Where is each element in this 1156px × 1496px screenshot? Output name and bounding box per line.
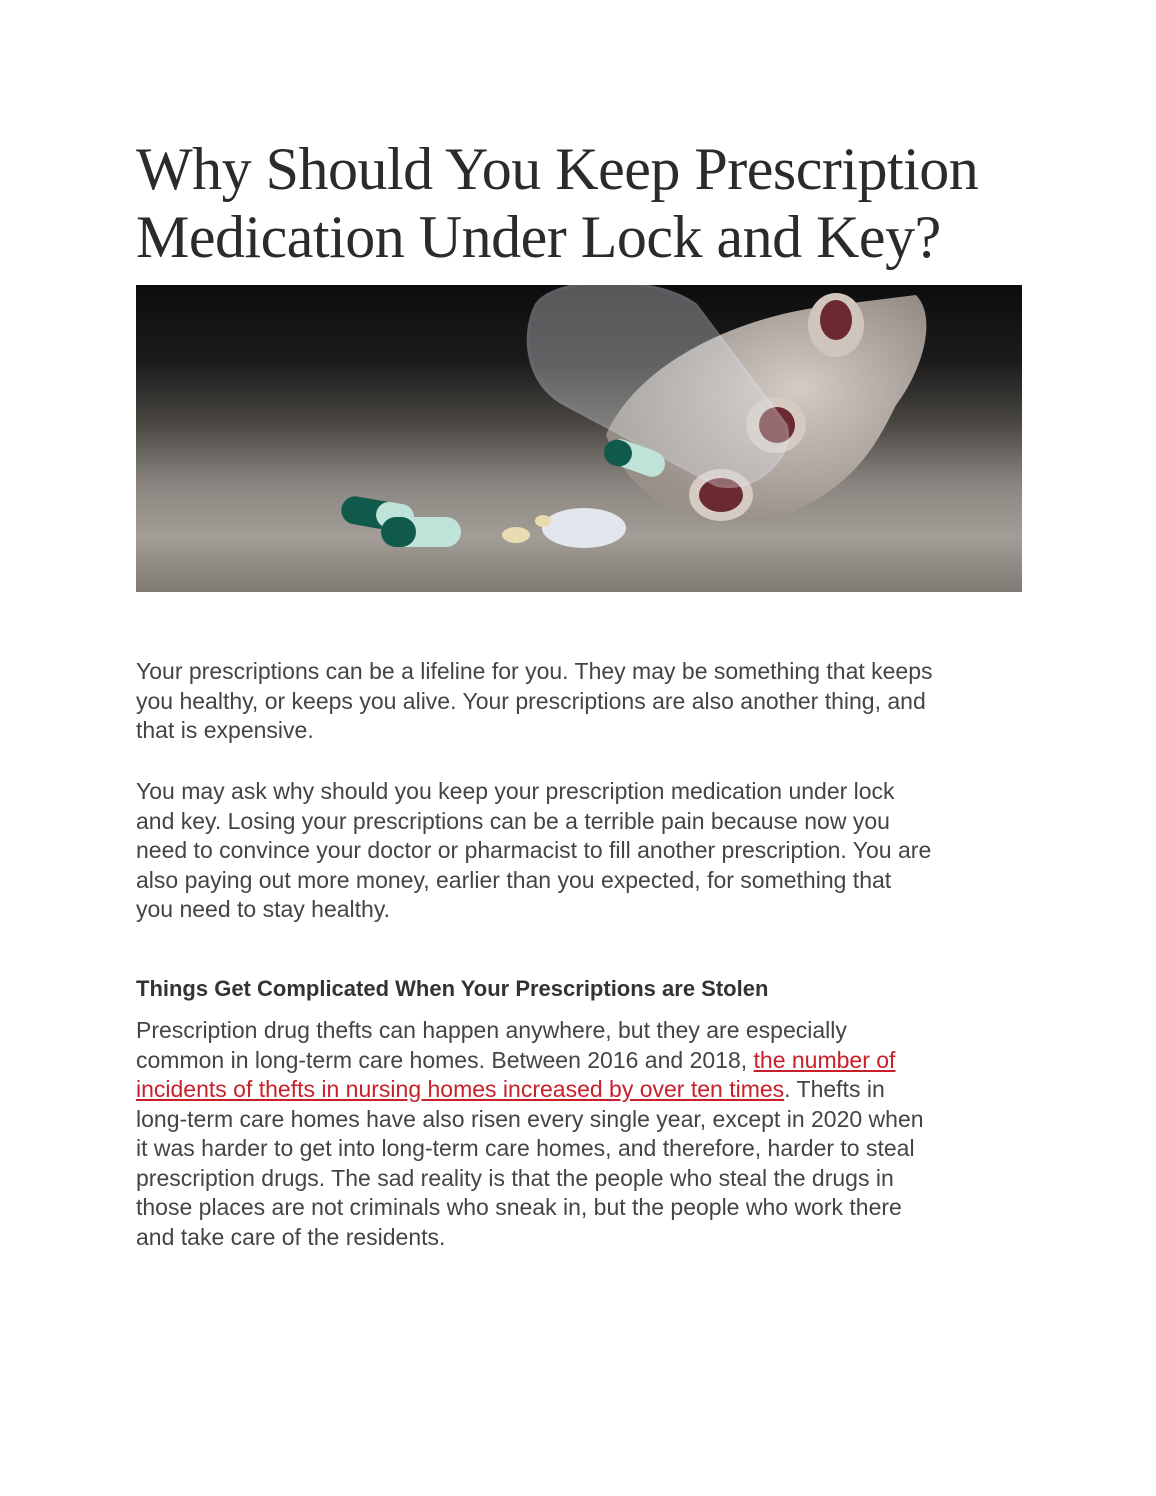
text-line: you need to stay healthy. bbox=[136, 896, 391, 922]
text-segment: . Thefts in bbox=[784, 1076, 885, 1102]
intro-paragraph bbox=[136, 657, 933, 746]
second-paragraph bbox=[136, 777, 931, 925]
text-line bbox=[136, 1075, 924, 1105]
text-line: and take care of the residents. bbox=[136, 1223, 446, 1250]
text-line bbox=[136, 1046, 924, 1076]
text-line: that is expensive. bbox=[136, 717, 314, 743]
text-line: it was harder to get into long-term care homes, and therefore, harder to steal bbox=[136, 1135, 915, 1161]
title-line: Why Should You Keep Prescription bbox=[136, 136, 979, 202]
text-line: you healthy, or keeps you alive. Your prescriptions are also another thing, and bbox=[136, 687, 926, 714]
text-line: Your prescriptions can be a lifeline for you. They may be something that keeps bbox=[136, 658, 933, 684]
text-line: You may ask why should you keep your prescription medication under lock bbox=[136, 778, 895, 804]
pills-spilled-from-container-photo-icon bbox=[136, 285, 1022, 592]
text-line: those places are not criminals who sneak in, but the people who work there bbox=[136, 1194, 902, 1220]
text-line: prescription drugs. The sad reality is that the people who steal the drugs in bbox=[136, 1164, 894, 1191]
thefts-statistic-link-continued[interactable]: incidents of thefts in nursing homes increased by over ten times bbox=[136, 1076, 785, 1102]
text-line: also paying out more money, earlier than you expected, for something that bbox=[136, 866, 892, 893]
text-line: Prescription drug thefts can happen anywhere, but they are especially bbox=[136, 1017, 847, 1043]
page-title bbox=[136, 135, 978, 271]
text-line: and key. Losing your prescriptions can be a terrible pain because now you bbox=[136, 807, 890, 834]
hero-image bbox=[136, 285, 1022, 592]
section-heading: Things Get Complicated When Your Prescriptions are Stolen bbox=[136, 976, 769, 1001]
thefts-paragraph bbox=[136, 1016, 924, 1252]
text-segment: common in long-term care homes. Between 2016 and 2018, bbox=[136, 1046, 754, 1073]
title-line: Medication Under Lock and Key? bbox=[136, 204, 941, 270]
text-line: long-term care homes have also risen every single year, except in 2020 when bbox=[136, 1105, 924, 1132]
text-line: need to convince your doctor or pharmacist to fill another prescription. You are bbox=[136, 837, 932, 863]
thefts-statistic-link[interactable]: the number of bbox=[753, 1046, 896, 1073]
